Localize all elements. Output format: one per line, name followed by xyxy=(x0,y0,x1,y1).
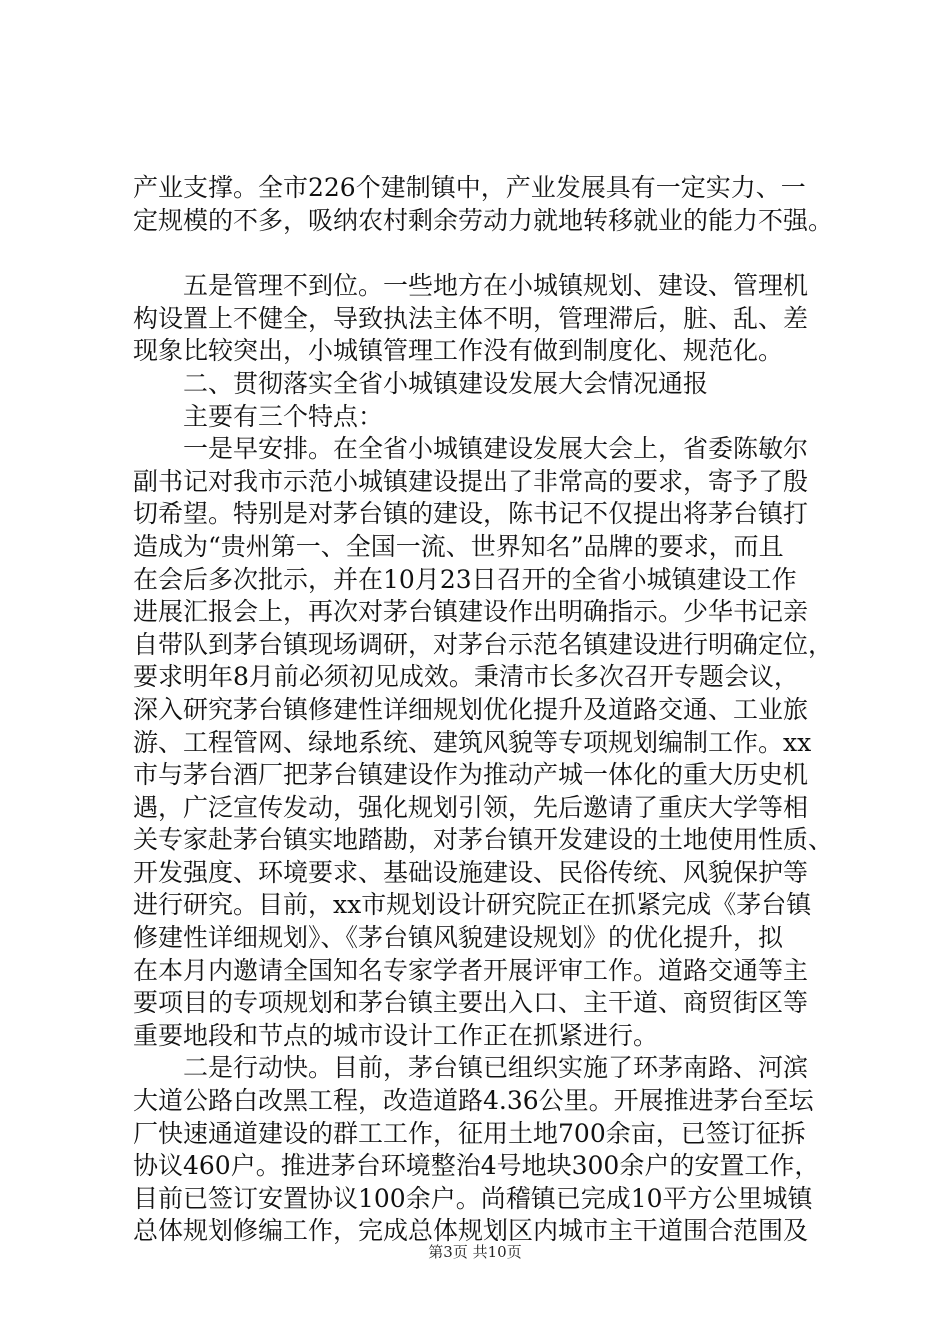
text-line: 深入研究茅台镇修建性详细规划优化提升及道路交通、工业旅 xyxy=(133,694,809,724)
text-line: 市与茅台酒厂把茅台镇建设作为推动产城一体化的重大历史机 xyxy=(133,760,809,790)
paragraph-management xyxy=(133,270,833,368)
text-line: 在本月内邀请全国知名专家学者开展评审工作。道路交通等主 xyxy=(133,955,809,985)
text-line: 造成为“贵州第一、全国一流、世界知名”品牌的要求，而且 xyxy=(133,531,784,561)
text-line: 游、工程管网、绿地系统、建筑风貌等专项规划编制工作。xx xyxy=(133,727,812,757)
text-line: 总体规划修编工作，完成总体规划区内城市主干道围合范围及 xyxy=(133,1216,809,1246)
text-line: 切希望。特别是对茅台镇的建设，陈书记不仅提出将茅台镇打 xyxy=(133,499,809,529)
text-line: 定规模的不多，吸纳农村剩余劳动力就地转移就业的能力不强。 xyxy=(133,205,834,235)
section-intro: 主要有三个特点： xyxy=(183,401,384,431)
text-line: 产业支撑。全市226个建制镇中，产业发展具有一定实力、一 xyxy=(133,173,806,202)
text-line: 要项目的专项规划和茅台镇主要出入口、主干道、商贸街区等 xyxy=(133,988,809,1018)
text-line: 大道公路白改黑工程，改造道路4.36公里。开展推进茅台至坛 xyxy=(133,1086,814,1116)
section-heading: 二、贯彻落实全省小城镇建设发展大会情况通报 xyxy=(183,368,709,398)
text-line: 进展汇报会上，再次对茅台镇建设作出明确指示。少华书记亲 xyxy=(133,597,809,627)
text-line: 关专家赴茅台镇实地踏勘，对茅台镇开发建设的土地使用性质、 xyxy=(133,825,834,855)
paragraph-spacer xyxy=(133,237,833,270)
paragraph-fast-action xyxy=(133,1052,833,1248)
text-line: 进行研究。目前，xx市规划设计研究院正在抓紧完成《茅台镇 xyxy=(133,890,812,920)
text-line: 修建性详细规划》、《茅台镇风貌建设规划》的优化提升，拟 xyxy=(133,923,784,953)
text-line: 一是早安排。在全省小城镇建设发展大会上，省委陈敏尔 xyxy=(183,434,809,464)
text-line: 五是管理不到位。一些地方在小城镇规划、建设、管理机 xyxy=(183,271,809,301)
text-line: 遇，广泛宣传发动，强化规划引领，先后邀请了重庆大学等相 xyxy=(133,792,809,822)
paragraph-industry-support xyxy=(133,172,833,237)
text-line: 要求明年8月前必须初见成效。秉清市长多次召开专题会议， xyxy=(133,662,799,692)
text-line: 目前已签订安置协议100余户。尚稽镇已完成10平方公里城镇 xyxy=(133,1183,813,1213)
page-number: 第3页 共10页 xyxy=(428,1243,522,1261)
text-line: 二是行动快。目前，茅台镇已组织实施了环茅南路、河滨 xyxy=(183,1053,809,1083)
text-line: 在会后多次批示，并在10月23日召开的全省小城镇建设工作 xyxy=(133,564,797,594)
document-body xyxy=(133,172,833,1248)
text-line: 重要地段和节点的城市设计工作正在抓紧进行。 xyxy=(133,1020,659,1050)
text-line: 现象比较突出，小城镇管理工作没有做到制度化、规范化。 xyxy=(133,336,784,366)
text-line: 自带队到茅台镇现场调研，对茅台示范名镇建设进行明确定位， xyxy=(133,629,834,659)
paragraph-early-arrangement xyxy=(133,433,833,1052)
text-line: 构设置上不健全，导致执法主体不明，管理滞后，脏、乱、差 xyxy=(133,303,809,333)
text-line: 开发强度、环境要求、基础设施建设、民俗传统、风貌保护等 xyxy=(133,857,809,887)
text-line: 副书记对我市示范小城镇建设提出了非常高的要求，寄予了殷 xyxy=(133,466,809,496)
text-line: 协议460户。推进茅台环境整治4号地块300余户的安置工作， xyxy=(133,1151,820,1181)
text-line: 厂快速通道建设的群工工作，征用土地700余亩，已签订征拆 xyxy=(133,1118,806,1148)
